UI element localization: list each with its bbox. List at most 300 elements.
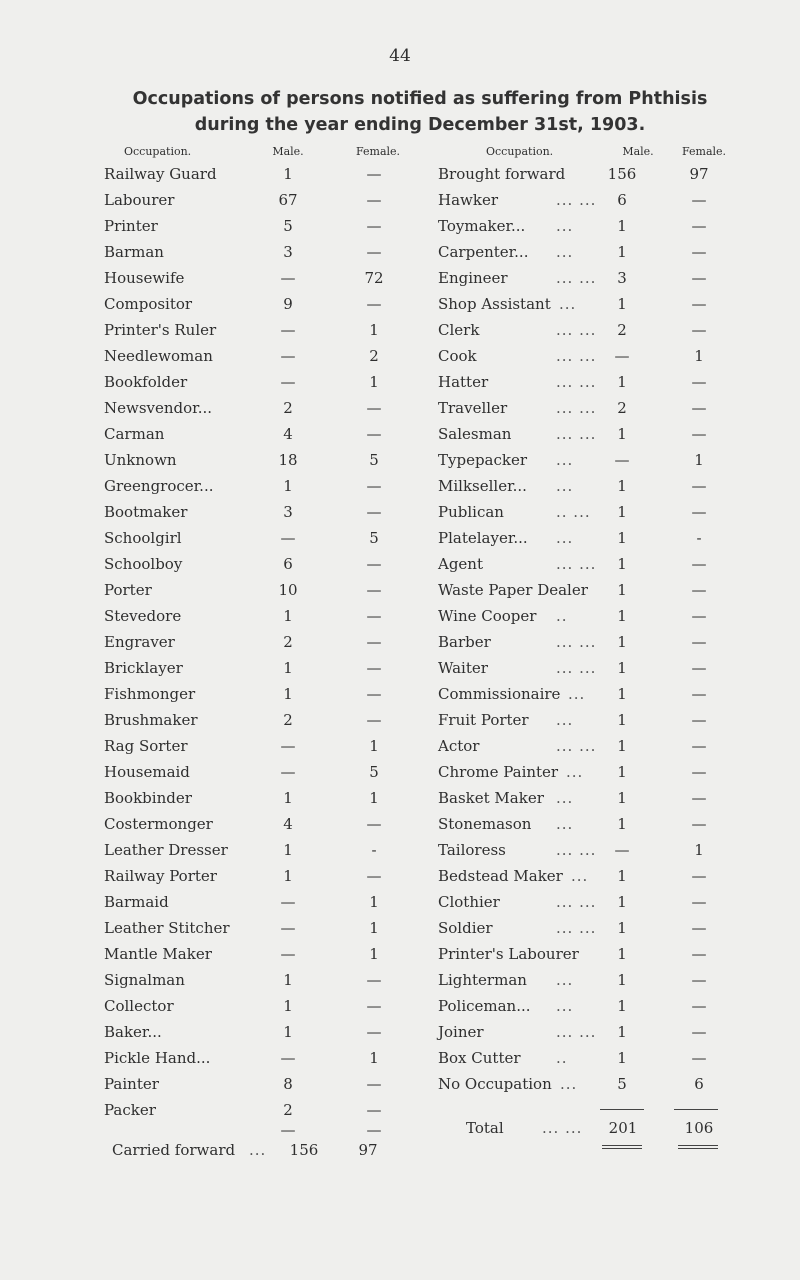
table-row — [104, 893, 464, 919]
male-count-cell: 5 — [617, 1075, 627, 1093]
female-count-cell: — — [366, 477, 382, 495]
total-female-rule — [674, 1109, 718, 1110]
table-row — [438, 425, 798, 451]
occupation-cell: Housewife — [104, 269, 185, 287]
table-row — [104, 529, 464, 555]
male-count-cell: — — [614, 841, 630, 859]
occupation-cell: Rag Sorter — [104, 737, 188, 755]
occupation-cell: Bookbinder — [104, 789, 192, 807]
title-line-2: during the year ending December 31st, 1903. — [194, 115, 646, 135]
row-dots: ... ... — [556, 373, 597, 391]
female-count-cell: — — [366, 295, 382, 313]
occupation-cell: Wine Cooper — [438, 607, 537, 625]
male-count-cell: 3 — [283, 503, 293, 521]
table-row — [104, 503, 464, 529]
table-row — [104, 633, 464, 659]
female-count-cell: — — [691, 399, 707, 417]
female-count-cell: — — [691, 997, 707, 1015]
female-count-cell: 5 — [369, 451, 379, 469]
occupation-cell: Painter — [104, 1075, 159, 1093]
occupation-cell: Waste Paper Dealer — [438, 581, 588, 599]
table-row — [438, 815, 798, 841]
male-count-cell: — — [280, 529, 296, 547]
occupation-cell: Unknown — [104, 451, 177, 469]
table-row — [104, 269, 464, 295]
table-row — [438, 945, 798, 971]
female-count-cell: 5 — [369, 763, 379, 781]
occupation-cell: Joiner — [438, 1023, 484, 1041]
female-count-cell: — — [691, 789, 707, 807]
female-count-cell: — — [691, 581, 707, 599]
table-row — [438, 893, 798, 919]
male-count-cell: 1 — [283, 659, 293, 677]
carried-forward-male: 156 — [289, 1141, 319, 1159]
row-dots: ... — [556, 243, 574, 261]
male-count-cell: 1 — [617, 633, 627, 651]
occupation-cell: Policeman... — [438, 997, 531, 1015]
male-count-cell: 1 — [283, 789, 293, 807]
left-header-row — [104, 145, 464, 165]
male-count-cell: — — [280, 373, 296, 391]
occupation-cell: Barmaid — [104, 893, 169, 911]
row-dots: .. — [556, 607, 568, 625]
total-double-rules-row — [438, 1145, 798, 1155]
female-count-cell: 1 — [369, 1049, 379, 1067]
table-row — [438, 763, 798, 789]
female-count-cell: - — [696, 529, 702, 547]
row-dots: ... — [556, 997, 574, 1015]
female-count-cell: — — [691, 1023, 707, 1041]
table-row — [438, 295, 798, 321]
male-count-cell: 6 — [283, 555, 293, 573]
female-count-cell: — — [691, 191, 707, 209]
female-count-cell: — — [691, 815, 707, 833]
male-count-cell: 2 — [283, 399, 293, 417]
table-row — [438, 191, 798, 217]
female-count-cell: — — [366, 1023, 382, 1041]
row-dots: ... — [559, 295, 577, 313]
female-count-cell: 1 — [369, 945, 379, 963]
occupation-cell: Agent — [438, 555, 483, 573]
table-row — [438, 165, 798, 191]
female-count-cell: — — [366, 607, 382, 625]
female-count-cell: 1 — [694, 451, 704, 469]
male-count-cell: 1 — [617, 893, 627, 911]
occupation-cell: Brushmaker — [104, 711, 198, 729]
male-count-cell: 1 — [617, 243, 627, 261]
occupation-cell: Railway Porter — [104, 867, 217, 885]
occupation-cell: Engineer — [438, 269, 508, 287]
table-row — [104, 295, 464, 321]
male-count-cell: 1 — [617, 789, 627, 807]
male-count-cell: 6 — [617, 191, 627, 209]
table-row — [438, 711, 798, 737]
header-male: Male. — [622, 145, 654, 158]
female-count-cell: — — [366, 685, 382, 703]
male-count-cell: 156 — [607, 165, 637, 183]
male-count-cell: — — [280, 1049, 296, 1067]
female-count-cell: — — [691, 607, 707, 625]
table-row — [438, 243, 798, 269]
occupation-cell: Porter — [104, 581, 152, 599]
table-row — [438, 919, 798, 945]
table-row — [438, 659, 798, 685]
table-row — [104, 373, 464, 399]
occupation-cell: No Occupation — [438, 1075, 552, 1093]
occupation-cell: Newsvendor... — [104, 399, 213, 417]
male-count-cell: 1 — [617, 815, 627, 833]
occupation-cell: Soldier — [438, 919, 493, 937]
left-female-rule: — — [366, 1121, 382, 1139]
male-count-cell: 9 — [283, 295, 293, 313]
female-count-cell: 5 — [369, 529, 379, 547]
table-row — [438, 529, 798, 555]
row-dots: ... ... — [556, 191, 597, 209]
male-count-cell: — — [280, 321, 296, 339]
female-count-cell: — — [691, 659, 707, 677]
table-row — [104, 737, 464, 763]
table-row — [438, 451, 798, 477]
row-dots: ... ... — [556, 321, 597, 339]
male-count-cell: — — [280, 269, 296, 287]
occupation-cell: Actor — [438, 737, 480, 755]
occupation-cell: Schoolgirl — [104, 529, 182, 547]
row-dots: ... ... — [556, 399, 597, 417]
row-dots: ... — [560, 1075, 578, 1093]
male-count-cell: 1 — [617, 1049, 627, 1067]
right-table-body — [438, 165, 798, 1101]
male-count-cell: 1 — [283, 997, 293, 1015]
male-count-cell: 2 — [283, 711, 293, 729]
row-dots: ... ... — [556, 425, 597, 443]
occupation-cell: Typepacker — [438, 451, 528, 469]
occupation-cell: Packer — [104, 1101, 156, 1119]
table-row — [104, 321, 464, 347]
table-row — [438, 1049, 798, 1075]
male-count-cell: 4 — [283, 425, 293, 443]
table-row — [104, 399, 464, 425]
row-dots: ... ... — [556, 659, 597, 677]
table-row — [104, 555, 464, 581]
female-count-cell: 1 — [369, 789, 379, 807]
male-count-cell: — — [280, 919, 296, 937]
male-count-cell: 2 — [283, 633, 293, 651]
row-dots: ... — [556, 789, 574, 807]
occupation-cell: Mantle Maker — [104, 945, 212, 963]
female-count-cell: 1 — [369, 737, 379, 755]
table-row — [104, 477, 464, 503]
occupation-cell: Printer's Ruler — [104, 321, 217, 339]
row-dots: ... — [568, 685, 586, 703]
table-row — [438, 269, 798, 295]
table-row — [104, 425, 464, 451]
male-count-cell: 1 — [617, 581, 627, 599]
page-title — [100, 86, 740, 138]
occupation-cell: Cook — [438, 347, 477, 365]
table-row — [438, 789, 798, 815]
male-count-cell: 1 — [617, 685, 627, 703]
row-dots: ... ... — [556, 1023, 597, 1041]
table-row — [104, 1075, 464, 1101]
row-dots: ... ... — [556, 737, 597, 755]
occupation-cell: Brought forward — [438, 165, 566, 183]
female-count-cell: — — [366, 867, 382, 885]
occupation-cell: Housemaid — [104, 763, 190, 781]
occupation-cell: Bedstead Maker — [438, 867, 563, 885]
occupation-cell: Printer's Labourer — [438, 945, 579, 963]
occupation-cell: Shop Assistant — [438, 295, 551, 313]
left-table-body — [104, 165, 464, 1127]
total-label: Total — [466, 1119, 504, 1137]
row-dots: ... — [556, 815, 574, 833]
male-count-cell: — — [280, 347, 296, 365]
occupation-cell: Railway Guard — [104, 165, 217, 183]
table-row — [104, 191, 464, 217]
occupation-cell: Chrome Painter — [438, 763, 559, 781]
row-dots: ... — [556, 217, 574, 235]
male-count-cell: 1 — [283, 1023, 293, 1041]
table-row — [104, 867, 464, 893]
total-row — [438, 1119, 798, 1145]
female-count-cell: — — [366, 581, 382, 599]
male-count-cell: 1 — [617, 373, 627, 391]
total-male-rule — [600, 1109, 644, 1110]
female-count-cell: — — [691, 1049, 707, 1067]
female-count-cell: — — [691, 321, 707, 339]
male-count-cell: — — [614, 347, 630, 365]
occupation-cell: Basket Maker — [438, 789, 544, 807]
table-row — [438, 555, 798, 581]
occupation-cell: Leather Dresser — [104, 841, 228, 859]
male-count-cell: — — [280, 945, 296, 963]
header-female: Female. — [681, 145, 727, 158]
occupation-cell: Platelayer... — [438, 529, 528, 547]
table-row — [438, 867, 798, 893]
occupation-cell: Hatter — [438, 373, 489, 391]
page-number: 44 — [389, 46, 411, 66]
left-column — [104, 145, 464, 1167]
table-row — [104, 451, 464, 477]
table-row — [104, 165, 464, 191]
female-count-cell: — — [366, 165, 382, 183]
male-count-cell: 3 — [283, 243, 293, 261]
header-male: Male. — [272, 145, 304, 158]
table-row — [104, 945, 464, 971]
male-count-cell: 1 — [617, 997, 627, 1015]
male-count-cell: 1 — [617, 529, 627, 547]
row-dots: ... ... — [556, 893, 597, 911]
occupation-cell: Bootmaker — [104, 503, 188, 521]
female-count-cell: — — [691, 633, 707, 651]
female-count-cell: — — [691, 867, 707, 885]
female-count-cell: — — [366, 971, 382, 989]
female-count-cell: — — [366, 997, 382, 1015]
female-count-cell: — — [691, 503, 707, 521]
male-count-cell: 1 — [617, 503, 627, 521]
total-female: 106 — [684, 1119, 714, 1137]
female-count-cell: — — [366, 503, 382, 521]
female-count-cell: — — [691, 373, 707, 391]
male-count-cell: 18 — [278, 451, 298, 469]
table-row — [104, 581, 464, 607]
male-count-cell: — — [280, 737, 296, 755]
female-count-cell: — — [691, 217, 707, 235]
male-count-cell: 1 — [283, 607, 293, 625]
occupation-cell: Box Cutter — [438, 1049, 521, 1067]
female-count-cell: — — [691, 269, 707, 287]
female-count-cell: 1 — [694, 841, 704, 859]
male-count-cell: 10 — [278, 581, 298, 599]
row-dots: ... ... — [556, 269, 597, 287]
female-count-cell: — — [691, 425, 707, 443]
occupation-cell: Greengrocer... — [104, 477, 214, 495]
table-row — [438, 399, 798, 425]
male-count-cell: — — [614, 451, 630, 469]
male-count-cell: 1 — [617, 425, 627, 443]
occupation-cell: Tailoress — [438, 841, 506, 859]
occupation-cell: Clothier — [438, 893, 500, 911]
table-row — [438, 477, 798, 503]
occupation-cell: Milkseller... — [438, 477, 527, 495]
occupation-cell: Carpenter... — [438, 243, 529, 261]
row-dots: ... — [566, 763, 584, 781]
occupation-cell: Pickle Hand... — [104, 1049, 211, 1067]
left-male-rule: — — [280, 1121, 296, 1139]
row-dots: ... ... — [556, 841, 597, 859]
row-dots: ... — [556, 451, 574, 469]
female-count-cell: — — [691, 711, 707, 729]
row-dots: ... — [556, 477, 574, 495]
carried-forward-label: Carried forward — [112, 1141, 236, 1159]
row-dots: ... ... — [556, 555, 597, 573]
female-count-cell: - — [371, 841, 377, 859]
female-count-cell: — — [366, 815, 382, 833]
male-count-cell: 1 — [283, 685, 293, 703]
header-occupation: Occupation. — [486, 145, 554, 158]
occupation-cell: Costermonger — [104, 815, 213, 833]
female-count-cell: — — [366, 243, 382, 261]
table-row — [438, 321, 798, 347]
total-female-double-rule — [678, 1145, 718, 1149]
row-dots: ... — [571, 867, 589, 885]
male-count-cell: 8 — [283, 1075, 293, 1093]
female-count-cell: — — [691, 893, 707, 911]
female-count-cell: 1 — [369, 321, 379, 339]
occupation-cell: Toymaker... — [438, 217, 526, 235]
table-row — [438, 1023, 798, 1049]
occupation-cell: Labourer — [104, 191, 175, 209]
male-count-cell: 67 — [278, 191, 298, 209]
male-count-cell: 1 — [617, 763, 627, 781]
male-count-cell: 1 — [617, 607, 627, 625]
male-count-cell: 1 — [283, 477, 293, 495]
table-row — [104, 971, 464, 997]
male-count-cell: 1 — [617, 867, 627, 885]
header-occupation: Occupation. — [124, 145, 192, 158]
row-dots: ... ... — [542, 1119, 583, 1137]
table-row — [438, 1075, 798, 1101]
occupation-cell: Printer — [104, 217, 158, 235]
male-count-cell: 1 — [617, 659, 627, 677]
table-row — [438, 737, 798, 763]
male-count-cell: 1 — [617, 555, 627, 573]
male-count-cell: 1 — [617, 945, 627, 963]
female-count-cell: — — [691, 763, 707, 781]
table-row — [104, 1023, 464, 1049]
table-row — [104, 789, 464, 815]
table-row — [104, 685, 464, 711]
female-count-cell: 1 — [369, 919, 379, 937]
table-row — [104, 841, 464, 867]
occupation-cell: Barber — [438, 633, 491, 651]
occupation-cell: Lighterman — [438, 971, 527, 989]
male-count-cell: 2 — [283, 1101, 293, 1119]
occupation-cell: Fruit Porter — [438, 711, 529, 729]
male-count-cell: — — [280, 763, 296, 781]
occupation-cell: Engraver — [104, 633, 175, 651]
male-count-cell: 1 — [283, 841, 293, 859]
total-male: 201 — [608, 1119, 638, 1137]
occupation-cell: Waiter — [438, 659, 488, 677]
occupation-cell: Needlewoman — [104, 347, 213, 365]
occupation-cell: Clerk — [438, 321, 480, 339]
female-count-cell: — — [366, 659, 382, 677]
occupation-cell: Stonemason — [438, 815, 532, 833]
title-line-1: Occupations of persons notified as suffering from Phthisis — [132, 89, 708, 109]
right-header-row — [438, 145, 798, 165]
female-count-cell: — — [366, 399, 382, 417]
total-male-double-rule — [602, 1145, 642, 1149]
table-row — [438, 347, 798, 373]
table-row — [438, 685, 798, 711]
occupation-cell: Leather Stitcher — [104, 919, 230, 937]
table-row — [104, 997, 464, 1023]
row-dots: .. ... — [556, 503, 591, 521]
female-count-cell: 6 — [694, 1075, 704, 1093]
table-row — [104, 607, 464, 633]
occupation-cell: Compositor — [104, 295, 193, 313]
female-count-cell: — — [691, 295, 707, 313]
row-dots: ... — [556, 711, 574, 729]
female-count-cell: — — [691, 477, 707, 495]
female-count-cell: 1 — [369, 893, 379, 911]
occupation-cell: Carman — [104, 425, 165, 443]
row-dots: ... ... — [556, 347, 597, 365]
occupation-cell: Traveller — [438, 399, 508, 417]
row-dots: ... ... — [556, 919, 597, 937]
male-count-cell: 1 — [283, 165, 293, 183]
male-count-cell: 1 — [617, 1023, 627, 1041]
table-row — [438, 581, 798, 607]
occupation-cell: Barman — [104, 243, 164, 261]
table-row — [438, 607, 798, 633]
female-count-cell: — — [366, 711, 382, 729]
table-row — [438, 633, 798, 659]
table-row — [438, 217, 798, 243]
occupation-cell: Collector — [104, 997, 174, 1015]
female-count-cell: — — [366, 217, 382, 235]
female-count-cell: — — [691, 685, 707, 703]
female-count-cell: 72 — [364, 269, 384, 287]
row-dots: ... — [556, 971, 574, 989]
male-count-cell: 2 — [617, 399, 627, 417]
male-count-cell: 1 — [283, 867, 293, 885]
female-count-cell: — — [366, 425, 382, 443]
occupation-cell: Salesman — [438, 425, 512, 443]
table-row — [438, 503, 798, 529]
male-count-cell: 1 — [617, 295, 627, 313]
female-count-cell: — — [691, 945, 707, 963]
